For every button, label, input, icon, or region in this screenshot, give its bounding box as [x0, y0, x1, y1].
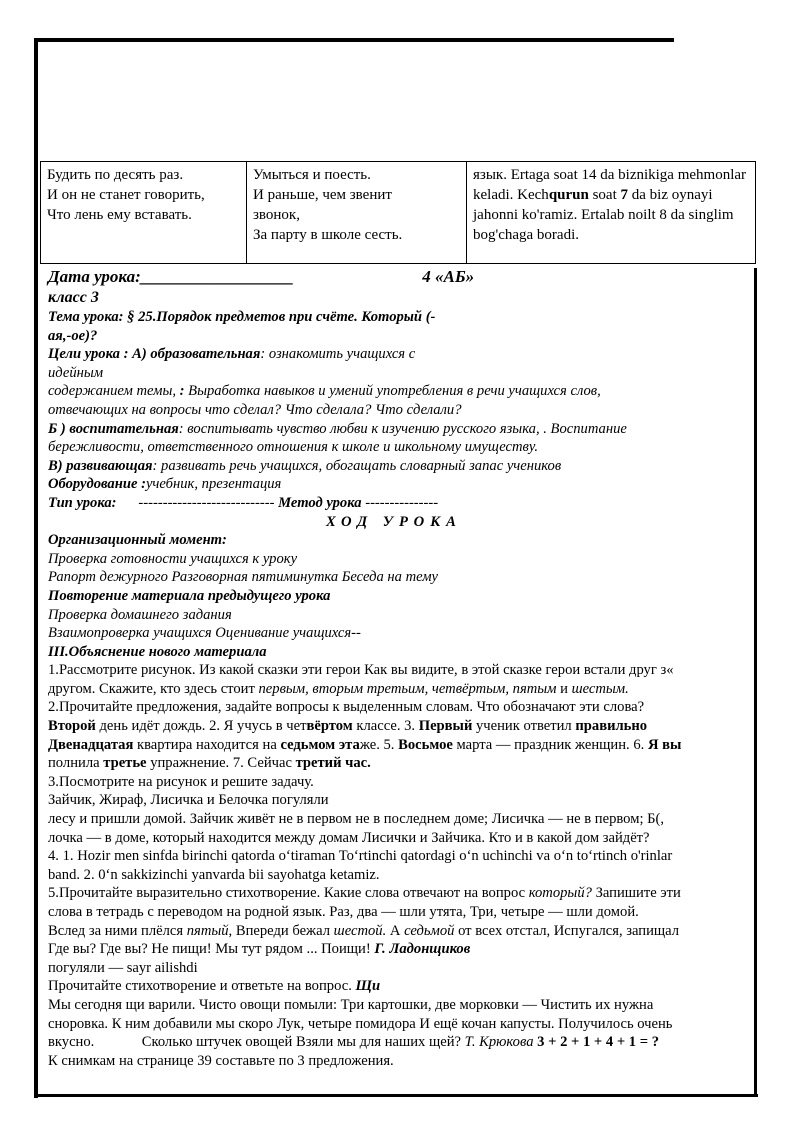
text-span: другом. Скажите, кто здесь стоит: [48, 680, 259, 697]
text-span: день идёт дождь. 2. Я учусь в чет: [95, 718, 307, 735]
lesson-plan: [48, 266, 752, 1070]
italic-span: шестым.: [571, 680, 629, 697]
page-border-right: [754, 268, 757, 1097]
task-line: 4. 1. Hozir men sinfda birinchi qatorda o‘tiraman To‘rtinchi qatordagi o‘n uchinchi va o‘n to‘rtinch o'rinlar: [48, 848, 673, 865]
task-line: [48, 884, 752, 903]
goals-text: : ознакомить учащихся с: [260, 346, 416, 363]
text-span: и: [556, 680, 572, 697]
task-line: [48, 717, 752, 736]
text-span: содержанием темы,: [48, 383, 180, 400]
text-span: Прочитайте стихотворение и ответьте на вопрос.: [48, 978, 356, 995]
text-span: А: [386, 922, 405, 939]
text-span: упражнение. 7. Сейчас: [146, 755, 296, 772]
page-border-left: [34, 38, 38, 1098]
italic-span: шестой.: [333, 922, 387, 939]
text-span: же. 5.: [359, 736, 399, 753]
bold-span: Двенадцатая: [48, 736, 134, 753]
equipment-label: Оборудование :: [48, 476, 146, 493]
topic-line: [48, 308, 752, 327]
upbringing-line-2: бережливости, ответственного отношения к школе и школьному имуществу.: [48, 439, 539, 456]
task-line: Мы сегодня щи варили. Чисто овощи помыли: Три картошки, две морковки — Чистить их нужна: [48, 996, 654, 1013]
text-span: 5.Прочитайте выразительно стихотворение. Какие слова отвечают на вопрос: [48, 885, 529, 902]
bold-span: правильно: [575, 718, 648, 735]
text-span: keladi. Kech: [473, 187, 549, 203]
task-line: слова в тетрадь с переводом на родной язык. Раз, два — шли утята, Три, четыре — шли домой.: [48, 904, 639, 920]
bold-span: Первый: [418, 718, 473, 735]
task-line: лесу и пришли домой. Зайчик живёт не в первом не в последнем доме; Лисичка — не в первом; Б(,: [48, 811, 665, 828]
date-label: Дата урока:__________________: [48, 267, 294, 286]
bold-span: третий час.: [295, 755, 371, 772]
poem-column-1: [41, 162, 247, 264]
poem-line: Будить по десять раз.: [47, 167, 184, 183]
goals-line-3: [48, 382, 752, 401]
org-item: Проверка готовности учащихся к уроку: [48, 550, 298, 567]
upbringing-text: : воспитывать чувство любви к изучению русского языка, . Воспитание: [178, 420, 627, 437]
poem-column-2: [247, 162, 467, 264]
italic-span: первым, вторым третьим, четвёртым, пятым: [258, 680, 557, 697]
uzbek-line: язык. Ertaga soat 14 da biznikiga mehmonlar: [473, 167, 747, 183]
new-material-title: III.Объяснение нового материала: [48, 643, 267, 660]
text-span: ученик ответил: [472, 718, 576, 735]
topic-text: § 25.Порядок предметов при счёте. Который (-: [123, 309, 436, 325]
uzbek-line: bog'chaga boradi.: [473, 227, 579, 243]
task-line: [48, 1033, 752, 1052]
poem-line: За парту в школе сесть.: [253, 227, 403, 243]
task-line: 1.Рассмотрите рисунок. Из какой сказки эти герои Как вы видите, в этой сказке герои встали друг з«: [48, 662, 674, 679]
equipment-text: учебник, презентация: [145, 476, 282, 493]
text-span: вкусно. Сколько штучек овощей Взяли мы для наших щей?: [48, 1034, 465, 1051]
text-span: Вслед за ними плёлся: [48, 922, 187, 939]
class-label: класс 3: [48, 289, 99, 306]
text-span: Выработка навыков и умений употребления в речи учащихся слов,: [188, 383, 601, 400]
task-line: Зайчик, Жираф, Лисичка и Белочка погуляли: [48, 792, 329, 809]
progress-title: ХОД УРОКА: [326, 513, 462, 530]
bold-span: вёртом: [306, 718, 353, 735]
task-line: 2.Прочитайте предложения, задайте вопросы к выделенным словам. Что обозначают эти слова?: [48, 699, 645, 716]
developing-label: В) развивающая: [48, 457, 153, 474]
text-span: da biz oynayi: [628, 187, 713, 203]
text-span: soat: [588, 187, 621, 203]
uzbek-text-column: [467, 162, 756, 264]
method-label: Метод урока: [278, 494, 362, 511]
poem-table: [40, 161, 756, 264]
task-line: [48, 680, 752, 699]
repetition-item: Взаимопроверка учащихся Оценивание учащихся--: [48, 625, 361, 642]
task-line: [48, 940, 752, 959]
goals-line-2: идейным: [48, 364, 104, 381]
page-border-bottom: [34, 1094, 758, 1097]
bold-span: 7: [620, 187, 629, 203]
text-span: марта — праздник женщин. 6.: [452, 736, 648, 753]
class-name: 4 «АБ»: [422, 267, 475, 286]
task-line: [48, 922, 752, 941]
uzbek-line: [473, 185, 749, 205]
org-title: Организационный момент:: [48, 532, 227, 549]
text-span: Запишите эти: [591, 885, 681, 902]
goals-line-4: отвечающих на вопросы что сделал? Что сделала? Что сделали?: [48, 401, 462, 418]
task-line: сноровка. К ним добавили мы скоро Лук, четыре помидора И ещё кочан капусты. Получилось очень: [48, 1015, 673, 1032]
task-line: лочка — в доме, который находится между домам Лисички и Зайчика. Кто и в какой дом зайдёт?: [48, 829, 650, 846]
task-line: 3.Посмотрите на рисунок и решите задачу.: [48, 773, 314, 790]
task-line: К снимкам на странице 39 составьте по 3 предложения.: [48, 1052, 394, 1069]
repetition-item: Проверка домашнего задания: [48, 606, 232, 623]
poem-line: И он не станет говорить,: [47, 187, 205, 203]
bold-span: 3 + 2 + 1 + 4 + 1 = ?: [533, 1034, 660, 1051]
poem-line: Умыться и поесть.: [253, 167, 371, 183]
italic-span: который?: [528, 885, 592, 902]
topic-label: Тема урока:: [48, 309, 124, 325]
type-line: [48, 494, 752, 513]
developing-text: : развивать речь учащихся, обогащать словарный запас учеников: [152, 457, 562, 474]
text-span: от всех отстал, Испугался, запищал: [454, 922, 680, 939]
task-line: [48, 977, 752, 996]
text-span: полнила: [48, 755, 104, 772]
italic-span: пятый,: [186, 922, 233, 939]
text-span: классе. 3.: [352, 718, 419, 735]
italic-span: седьмой: [404, 922, 455, 939]
type-label: Тип урока:: [48, 494, 117, 511]
goals-label: Цели урока : А) образовательная: [48, 346, 261, 363]
org-item: Рапорт дежурного Разговорная пятиминутка Беседа на тему: [48, 569, 439, 586]
bold-span: Восьмое: [398, 736, 453, 753]
bold-span: третье: [103, 755, 147, 772]
author-span: Т. Крюкова: [464, 1034, 534, 1051]
text-span: квартира находится на: [133, 736, 281, 753]
bold-span: седьмом эта: [280, 736, 360, 753]
task-line: погуляли — sayr ailishdi: [48, 959, 198, 976]
bold-span: qurun: [548, 187, 589, 203]
poem-line: звонок,: [253, 207, 300, 223]
bold-span: Я вы: [647, 736, 682, 753]
goals-line: [48, 345, 752, 364]
upbringing-label: Б ) воспитательная: [48, 420, 179, 437]
uzbek-line: jahonni ko'ramiz. Ertalab noilt 8 da singlim: [473, 207, 734, 223]
equipment-line: [48, 475, 752, 494]
text-span: Впереди бежал: [232, 922, 334, 939]
author-span: Г. Ладонщиков: [374, 941, 471, 958]
bold-span: Второй: [48, 718, 96, 735]
poem-title-span: Щи: [355, 978, 381, 995]
task-line: [48, 736, 752, 755]
poem-line: Что лень ему вставать.: [47, 207, 192, 223]
upbringing-line: [48, 420, 752, 439]
repetition-title: Повторение материала предыдущего урока: [48, 587, 331, 604]
topic-line-2: ая,-ое)?: [48, 327, 98, 344]
date-line: [48, 266, 752, 288]
poem-line: И раньше, чем звенит: [253, 187, 392, 203]
type-dashes: ----------------------------: [116, 494, 279, 511]
text-span: Где вы? Где вы? Не пищи! Мы тут рядом ... Поищи!: [48, 941, 375, 958]
task-line: band. 2. 0‘n sakkizinchi yanvarda bii sayohatga ketamiz.: [48, 866, 380, 883]
developing-line: [48, 457, 752, 476]
bold-span: :: [179, 383, 189, 400]
page-border-top: [34, 38, 674, 42]
task-line: [48, 754, 752, 773]
method-dashes: ---------------: [361, 494, 439, 511]
